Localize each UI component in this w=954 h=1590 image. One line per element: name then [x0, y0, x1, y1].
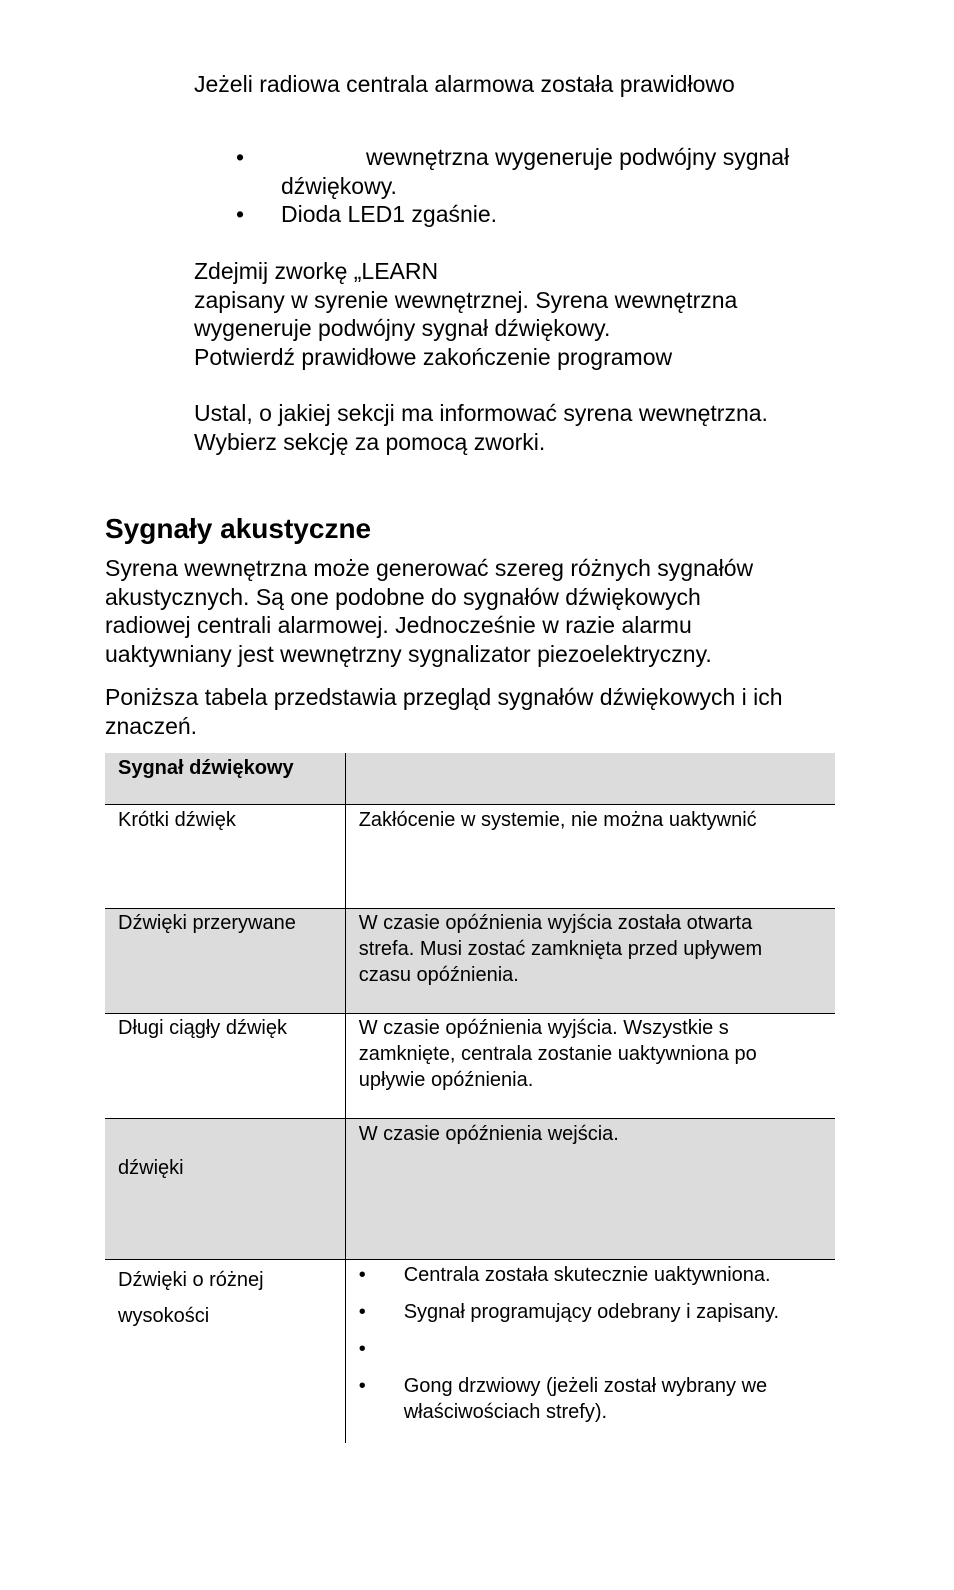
table-intro-paragraph — [105, 683, 845, 740]
intro-line: Jeżeli radiowa centrala alarmowa została prawidłowo — [194, 71, 735, 97]
signal-cell — [105, 909, 345, 1014]
bullet-icon: • — [358, 1375, 366, 1397]
meaning-line: W czasie opóźnienia wyjścia. Wszystkie s — [358, 1017, 729, 1039]
signal-meaning — [346, 909, 835, 988]
meaning-cell — [345, 909, 835, 1014]
bullet-text: Sygnał programujący odebrany i zapisany. — [403, 1301, 780, 1323]
paragraph-line: Syrena wewnętrzna może generować szereg różnych sygnałów — [105, 555, 754, 581]
signal-meaning — [346, 1014, 835, 1093]
meaning-line: czasu opóźnienia. — [358, 964, 519, 986]
bullet-text: Dioda LED1 zgaśnie. — [281, 201, 498, 227]
paragraph-line: zapisany w syrenie wewnętrznej. Syrena wewnętrzna — [194, 286, 738, 313]
meaning-cell — [345, 1014, 835, 1119]
signal-meaning — [346, 1260, 835, 1425]
bullet-text: wewnętrzna wygeneruje podwójny sygnał dźwiękowy. — [281, 144, 790, 199]
signal-name-line: Dźwięki o różnej — [118, 1269, 264, 1291]
signal-name: Dźwięki przerywane — [118, 912, 296, 934]
signal-name: Krótki dźwięk — [118, 809, 236, 831]
signal-name: Długi ciągły dźwięk — [118, 1017, 287, 1039]
bullet-icon: • — [236, 144, 245, 170]
meaning-line: upływie opóźnienia. — [358, 1069, 534, 1091]
header-signal-label: Sygnał dźwiękowy — [118, 757, 294, 779]
paragraph-line: znaczeń. — [105, 712, 198, 739]
paragraph-line: akustycznych. Są one podobne do sygnałów dźwiękowych — [105, 583, 701, 610]
meaning-line: strefa. Musi zostać zamknięta przed upływem — [358, 938, 763, 960]
list-item — [359, 1299, 825, 1325]
signal-name — [105, 1260, 345, 1334]
table-row — [105, 909, 835, 1014]
table-row — [105, 1119, 835, 1260]
paragraph-line: uaktywniany jest wewnętrzny sygnalizator piezoelektryczny. — [105, 640, 712, 667]
paragraph-line: wygeneruje podwójny sygnał dźwiękowy. — [194, 315, 611, 341]
list-item — [236, 200, 836, 229]
signal-cell — [105, 805, 345, 909]
table-header-cell — [345, 753, 835, 805]
table-row — [105, 805, 835, 909]
meaning-cell — [345, 1260, 835, 1444]
meaning-line: zamknięte, centrala zostanie uaktywniona po — [358, 1043, 757, 1065]
paragraph-line: Zdejmij zworkę „LEARN — [194, 258, 439, 284]
bullet-icon: • — [236, 201, 245, 227]
bullet-icon: • — [358, 1301, 366, 1323]
bullet-text: Gong drzwiowy (jeżeli został wybrany we właściwościach strefy). — [403, 1375, 768, 1423]
bullet-icon: • — [358, 1264, 366, 1286]
table-row — [105, 1260, 835, 1444]
signal-name: dźwięki — [118, 1157, 184, 1179]
section-heading: Sygnały akustyczne — [105, 513, 372, 544]
top-bullet-list — [236, 143, 836, 229]
paragraph-line: radiowej centrali alarmowej. Jednocześnie w razie alarmu — [105, 612, 692, 638]
header-meaning-label — [346, 753, 835, 755]
meaning-line: W czasie opóźnienia wyjścia została otwarta — [358, 912, 753, 934]
signal-table — [105, 753, 835, 1443]
bullet-text: Centrala została skutecznie uaktywniona. — [403, 1264, 771, 1286]
signal-meaning: W czasie opóźnienia wejścia. — [358, 1123, 619, 1145]
paragraph-learn — [194, 257, 834, 371]
meaning-cell — [345, 1119, 835, 1260]
list-item — [359, 1262, 825, 1288]
section-body-paragraph — [105, 554, 845, 668]
list-item — [359, 1373, 825, 1425]
paragraph-line: Potwierdź prawidłowe zakończenie programow — [194, 343, 673, 370]
meaning-cell — [345, 805, 835, 909]
table-row — [105, 1014, 835, 1119]
list-item — [359, 1336, 825, 1362]
paragraph-line: Ustal, o jakiej sekcji ma informować syrena wewnętrzna. — [194, 400, 768, 426]
meaning-bullet-list — [359, 1262, 825, 1425]
list-item — [236, 143, 836, 200]
paragraph-line: Wybierz sekcję za pomocą zworki. — [194, 428, 546, 455]
table-header-cell — [105, 753, 345, 805]
paragraph-line: Poniższa tabela przedstawia przegląd sygnałów dźwiękowych i ich — [105, 684, 783, 710]
signal-name-line: wysokości — [118, 1305, 210, 1327]
table-header-row — [105, 753, 835, 805]
paragraph-section — [194, 399, 834, 456]
signal-cell — [105, 1014, 345, 1119]
bullet-icon: • — [358, 1338, 366, 1360]
signal-meaning: Zakłócenie w systemie, nie można uaktywnić — [358, 809, 757, 831]
signal-cell — [105, 1260, 345, 1444]
signal-cell — [105, 1119, 345, 1260]
